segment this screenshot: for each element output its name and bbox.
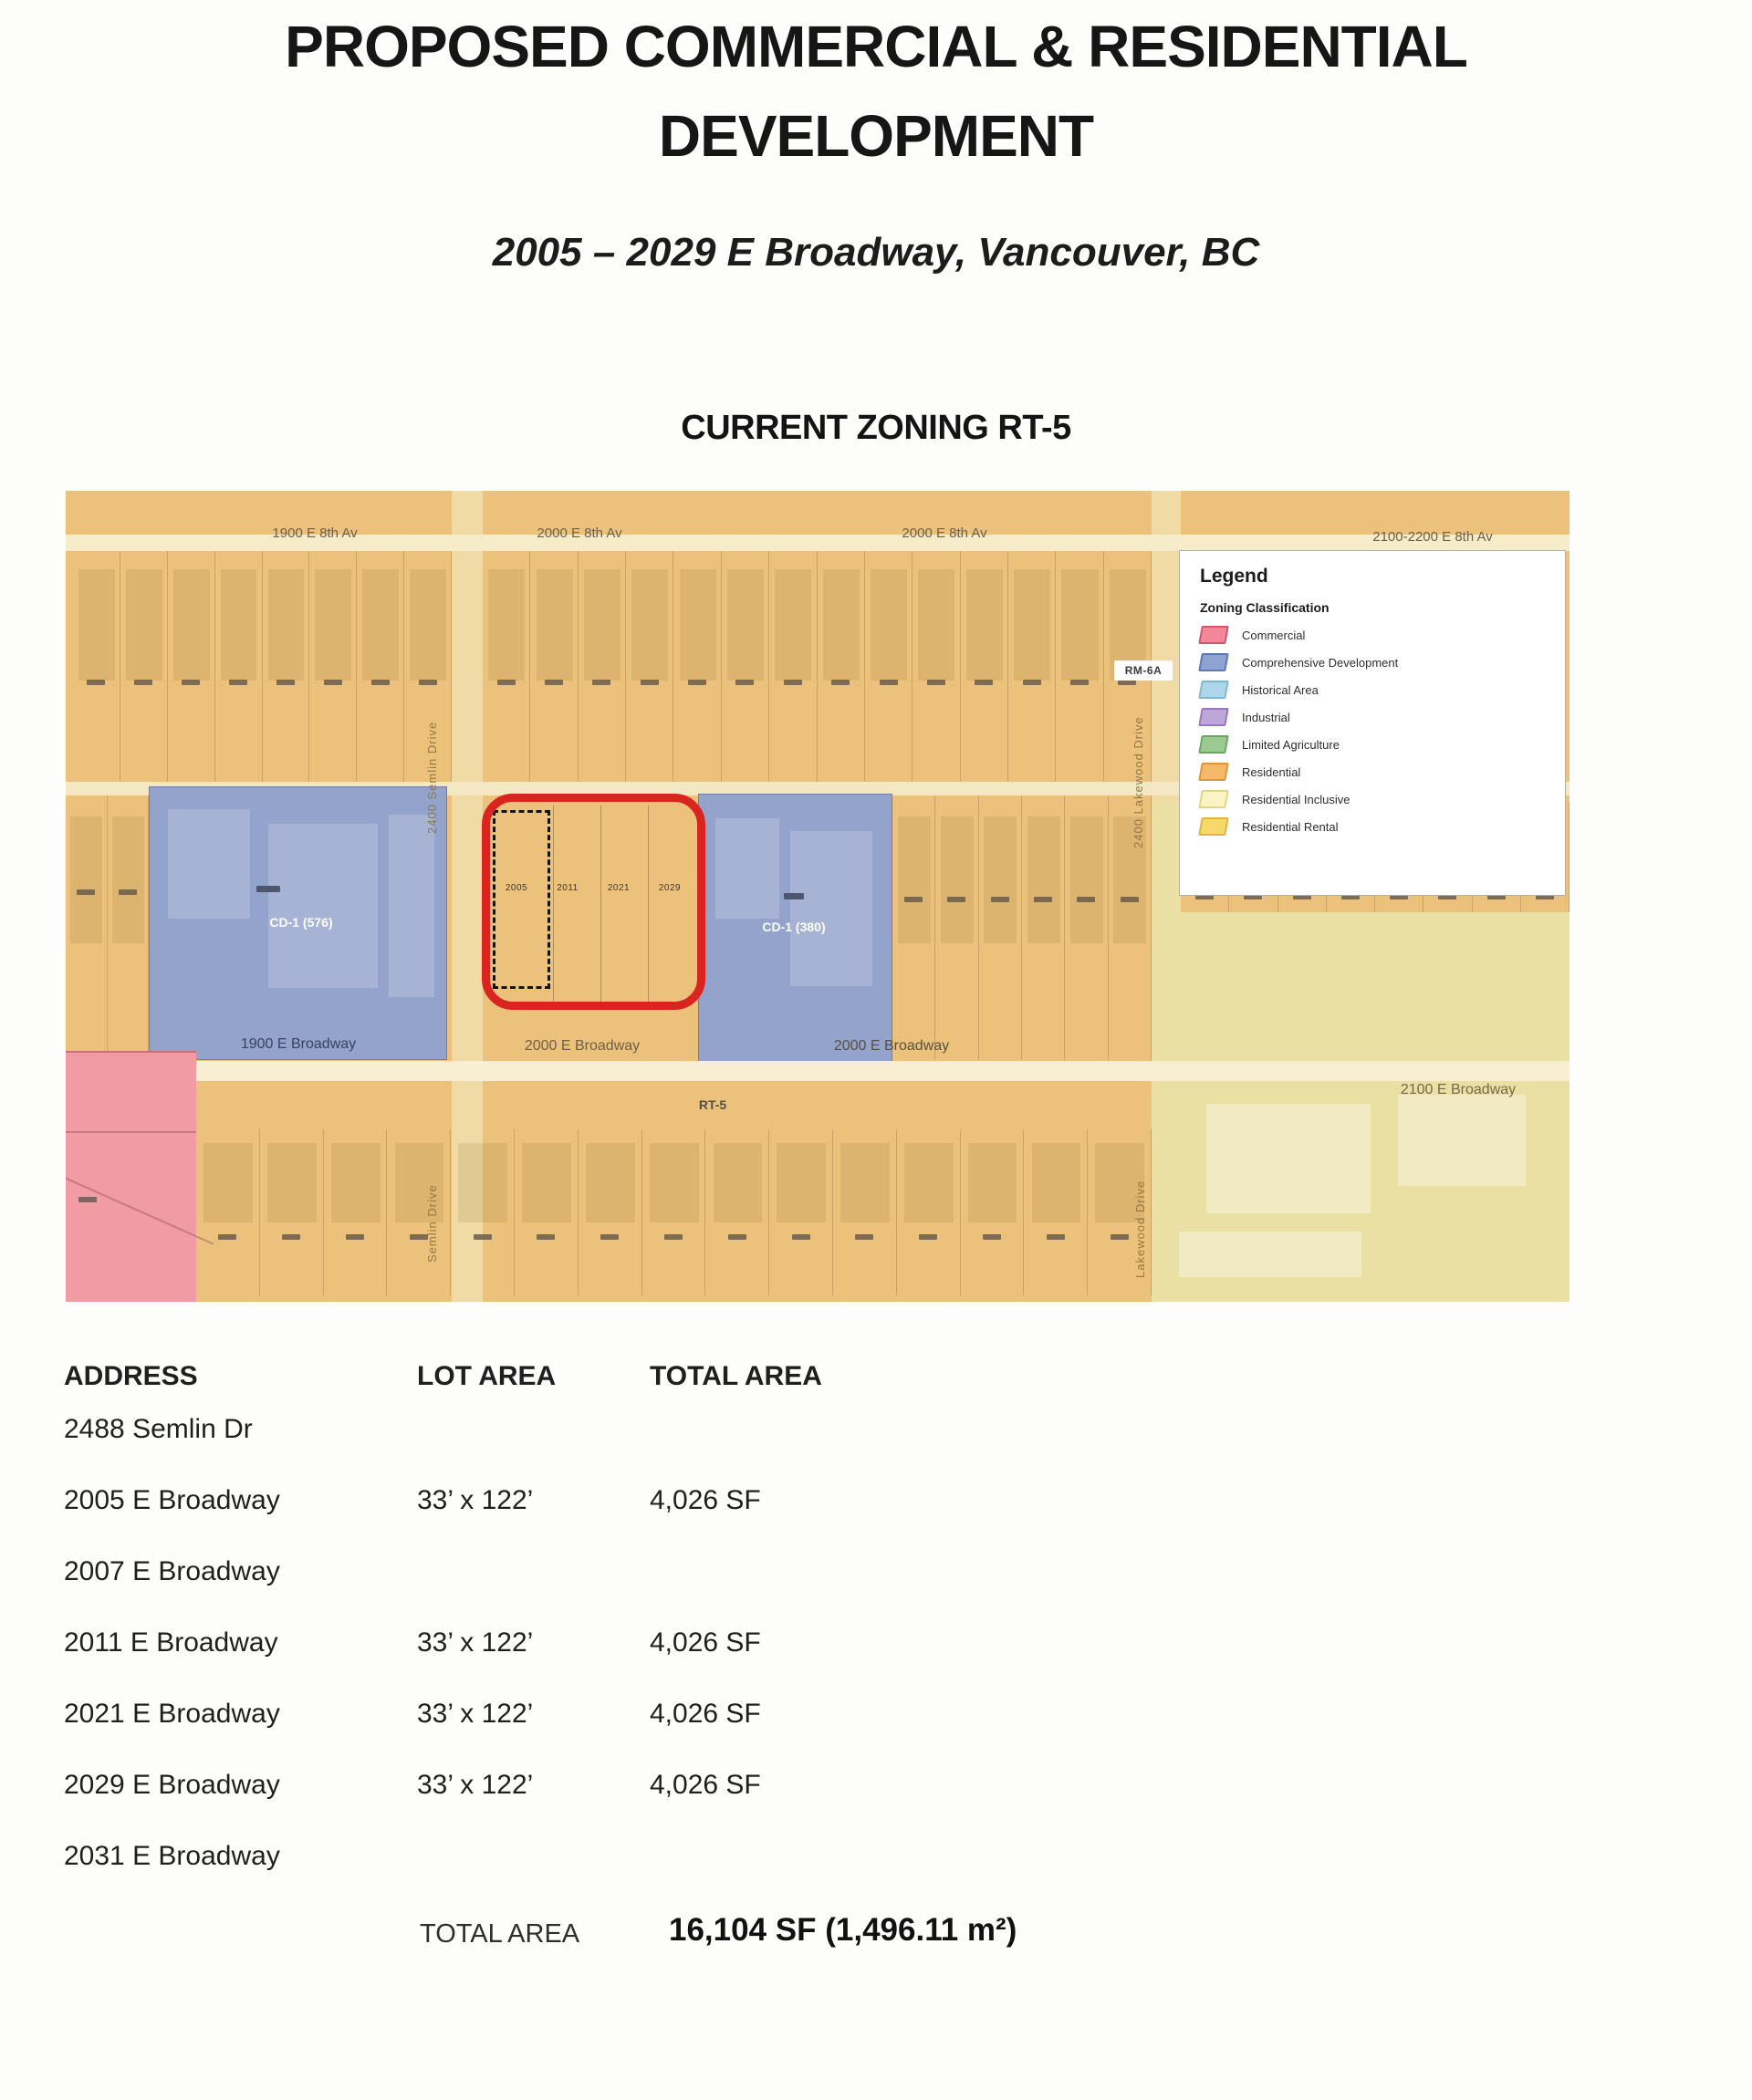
street-label-1900-broadway: 1900 E Broadway xyxy=(240,1036,357,1052)
legend-swatch-icon xyxy=(1198,763,1229,781)
street-label-lakewood-south: Lakewood Drive xyxy=(1133,1180,1147,1279)
legend-item xyxy=(1200,763,1545,781)
street-label-2000-broadway-b: 2000 E Broadway xyxy=(833,1038,950,1054)
legend-swatch-icon xyxy=(1198,708,1229,726)
lot-cell xyxy=(626,551,673,782)
lot-cell xyxy=(530,551,578,782)
subject-site-highlight xyxy=(482,794,705,1010)
table-cell-address: 2031 E Broadway xyxy=(64,1841,280,1871)
lot-cell xyxy=(483,551,530,782)
table-total-label: TOTAL AREA xyxy=(420,1919,580,1949)
parcel-number-2011: 2011 xyxy=(557,883,579,893)
lot-cell xyxy=(263,551,310,782)
street-label-2000-e8th-b: 2000 E 8th Av xyxy=(902,525,987,541)
lot-cell xyxy=(673,551,721,782)
lot-cell xyxy=(1056,551,1103,782)
street-label-1900-e8th: 1900 E 8th Av xyxy=(272,525,358,541)
legend-item-label: Historical Area xyxy=(1242,682,1319,697)
lot-block-w-edge xyxy=(66,795,149,1060)
zone-label-cd1-576: CD-1 (576) xyxy=(269,915,333,930)
lot-cell xyxy=(912,551,960,782)
table-cell-address: 2007 E Broadway xyxy=(64,1556,280,1586)
lot-cell xyxy=(892,795,935,1060)
lot-block-mid-east xyxy=(892,795,1152,1060)
table-total-value: 16,104 SF (1,496.11 m²) xyxy=(669,1912,1017,1948)
table-cell-address: 2005 E Broadway xyxy=(64,1485,280,1515)
legend-subtitle: Zoning Classification xyxy=(1200,600,1330,615)
zone-label-rt5: RT-5 xyxy=(698,1097,727,1112)
legend-title: Legend xyxy=(1200,566,1268,587)
lot-cell xyxy=(979,795,1022,1060)
lot-cell xyxy=(579,1129,642,1295)
legend-item xyxy=(1200,681,1545,699)
zone-commercial xyxy=(66,1051,196,1302)
parcel-number-2029: 2029 xyxy=(658,883,682,893)
table-cell-lot-area: 33’ x 122’ xyxy=(417,1699,534,1729)
street-label-2000-broadway-a: 2000 E Broadway xyxy=(524,1038,641,1054)
lot-cell xyxy=(451,1129,515,1295)
table-cell-address: 2029 E Broadway xyxy=(64,1770,280,1800)
legend-item xyxy=(1200,626,1545,644)
legend-item xyxy=(1200,735,1545,754)
lot-cell xyxy=(935,795,978,1060)
street-label-semlin-south: Semlin Drive xyxy=(425,1184,439,1263)
lot-cell xyxy=(515,1129,579,1295)
legend-swatch-icon xyxy=(1198,817,1229,836)
lot-cell xyxy=(961,1129,1025,1295)
lot-cell xyxy=(1008,551,1056,782)
table-header-address: ADDRESS xyxy=(64,1361,198,1391)
table-cell-lot-area: 33’ x 122’ xyxy=(417,1485,534,1515)
lot-block-nw xyxy=(73,551,452,782)
table-cell-lot-area: 33’ x 122’ xyxy=(417,1627,534,1658)
page-subtitle: 2005 – 2029 E Broadway, Vancouver, BC xyxy=(492,230,1260,275)
legend-swatch-icon xyxy=(1198,735,1229,754)
lot-cell xyxy=(324,1129,388,1295)
legend-item-label: Commercial xyxy=(1242,628,1306,642)
page-title-line2: DEVELOPMENT xyxy=(658,103,1094,169)
legend-item-label: Industrial xyxy=(1242,710,1290,724)
table-header-lot-area: LOT AREA xyxy=(417,1361,557,1391)
lot-cell xyxy=(73,551,120,782)
table-cell-total-area: 4,026 SF xyxy=(650,1627,761,1658)
lot-cell xyxy=(579,551,626,782)
lot-cell xyxy=(196,1129,260,1295)
legend-item-label: Comprehensive Development xyxy=(1242,655,1399,670)
table-cell-total-area: 4,026 SF xyxy=(650,1770,761,1800)
lot-cell xyxy=(168,551,215,782)
legend-item xyxy=(1200,653,1545,671)
lot-block-n-central xyxy=(483,551,1152,782)
legend-item-label: Residential Inclusive xyxy=(1242,792,1350,806)
lot-cell xyxy=(387,1129,451,1295)
lot-cell xyxy=(1065,795,1108,1060)
table-cell-lot-area: 33’ x 122’ xyxy=(417,1770,534,1800)
lot-cell xyxy=(108,795,150,1060)
lot-cell xyxy=(260,1129,324,1295)
street-e-broadway xyxy=(196,1061,1570,1081)
table-cell-total-area: 4,026 SF xyxy=(650,1485,761,1515)
zone-label-rm6a: RM-6A xyxy=(1114,660,1173,681)
lot-cell xyxy=(1022,795,1065,1060)
parcel-number-2005: 2005 xyxy=(505,883,528,893)
table-cell-address: 2011 E Broadway xyxy=(64,1627,278,1658)
lot-cell xyxy=(833,1129,897,1295)
lot-cell xyxy=(722,551,769,782)
lot-cell xyxy=(769,551,817,782)
lot-cell xyxy=(1024,1129,1088,1295)
zone-label-cd1-380: CD-1 (380) xyxy=(762,920,826,934)
lot-block-south xyxy=(196,1129,1152,1295)
table-cell-address: 2021 E Broadway xyxy=(64,1699,280,1729)
lot-cell xyxy=(215,551,263,782)
legend-swatch-icon xyxy=(1198,681,1229,699)
section-heading: CURRENT ZONING RT-5 xyxy=(681,409,1071,447)
lot-cell xyxy=(705,1129,769,1295)
street-label-2400-lakewood: 2400 Lakewood Drive xyxy=(1132,716,1145,849)
map-legend xyxy=(1179,550,1566,896)
table-cell-address: 2488 Semlin Dr xyxy=(64,1414,253,1444)
legend-item-label: Residential Rental xyxy=(1242,819,1339,834)
legend-swatch-icon xyxy=(1198,626,1229,644)
lot-cell xyxy=(120,551,168,782)
page-title-line1: PROPOSED COMMERCIAL & RESIDENTIAL xyxy=(285,14,1467,79)
legend-item-label: Residential xyxy=(1242,764,1301,779)
legend-swatch-icon xyxy=(1198,653,1229,671)
street-label-2000-e8th-a: 2000 E 8th Av xyxy=(537,525,622,541)
street-label-2100-broadway: 2100 E Broadway xyxy=(1400,1082,1517,1097)
lot-cell xyxy=(642,1129,706,1295)
lot-cell xyxy=(818,551,865,782)
lot-cell xyxy=(357,551,404,782)
lot-cell xyxy=(961,551,1008,782)
legend-item xyxy=(1200,790,1545,808)
page-title xyxy=(0,2,1752,181)
lot-cell xyxy=(66,795,108,1060)
lot-cell xyxy=(865,551,912,782)
zoning-map xyxy=(66,491,1570,1302)
legend-items xyxy=(1200,626,1545,836)
lot-cell xyxy=(769,1129,833,1295)
parcel-number-2021: 2021 xyxy=(607,883,631,893)
lot-cell xyxy=(309,551,357,782)
legend-item xyxy=(1200,817,1545,836)
legend-item xyxy=(1200,708,1545,726)
lot-cell xyxy=(897,1129,961,1295)
table-cell-total-area: 4,026 SF xyxy=(650,1699,761,1729)
legend-item-label: Limited Agriculture xyxy=(1242,737,1340,752)
street-label-2400-semlin: 2400 Semlin Drive xyxy=(425,721,439,835)
street-label-2100-2200-e8th: 2100-2200 E 8th Av xyxy=(1372,529,1493,545)
legend-swatch-icon xyxy=(1198,790,1229,808)
table-header-total-area: TOTAL AREA xyxy=(650,1361,822,1391)
